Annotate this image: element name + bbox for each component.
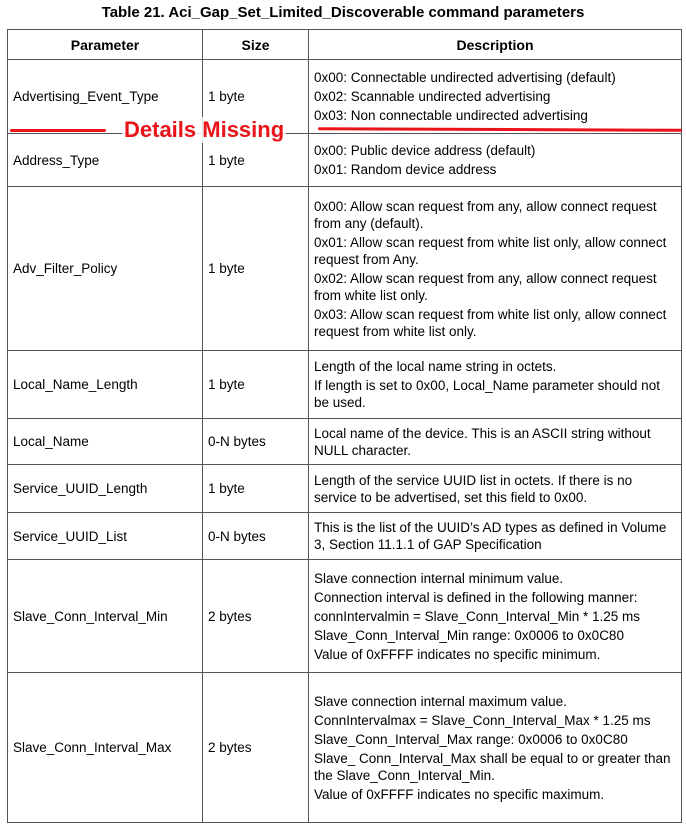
- param-description: [309, 560, 682, 673]
- param-size: 2 bytes: [203, 673, 309, 823]
- description-line: Local name of the device. This is an ASCII string without NULL character.: [314, 425, 651, 458]
- description-line: Slave_Conn_Interval_Min range: 0x0006 to 0x0C80: [314, 627, 624, 643]
- table-row: [8, 134, 682, 187]
- table-row: [8, 465, 682, 513]
- description-line: 0x03: Non connectable undirected advertising: [314, 108, 588, 123]
- param-size: 1 byte: [203, 60, 309, 134]
- param-size: 1 byte: [203, 134, 309, 187]
- table-row: [8, 187, 682, 351]
- description-line: 0x02: Allow scan request from any, allow connect request from white list only.: [314, 270, 657, 303]
- param-name: Advertising_Event_Type: [8, 60, 203, 134]
- description-line: Slave_ Conn_Interval_Max shall be equal to or greater than the Slave_Conn_Interval_Min.: [314, 750, 671, 783]
- description-line: Slave_Conn_Interval_Max range: 0x0006 to 0x0C80: [314, 731, 628, 747]
- table-row: [8, 560, 682, 673]
- description-line: 0x00: Allow scan request from any, allow connect request from any (default).: [314, 198, 657, 231]
- param-name: Slave_Conn_Interval_Max: [8, 673, 203, 823]
- param-description: [309, 465, 682, 513]
- param-description: [309, 60, 682, 134]
- param-name: Adv_Filter_Policy: [8, 187, 203, 351]
- param-description: [309, 134, 682, 187]
- table-title: Table 21. Aci_Gap_Set_Limited_Discoverable command parameters: [101, 4, 585, 21]
- table-row: [8, 60, 682, 134]
- param-size: 1 byte: [203, 187, 309, 351]
- param-description: [309, 351, 682, 419]
- description-line: If length is set to 0x00, Local_Name parameter should not be used.: [314, 378, 660, 410]
- param-description: [309, 513, 682, 560]
- description-line: This is the list of the UUID’s AD types as defined in Volume 3, Section 11.1.1 of GAP Specification: [314, 520, 667, 552]
- header-parameter: Parameter: [8, 30, 203, 60]
- param-name: Slave_Conn_Interval_Min: [8, 560, 203, 673]
- description-line: 0x01: Random device address: [314, 162, 497, 177]
- description-line: Connection interval is defined in the following manner:: [314, 589, 638, 605]
- table-header-row: [8, 30, 682, 60]
- description-line: Length of the local name string in octets.: [314, 359, 557, 374]
- description-line: Length of the service UUID list in octets. If there is no service to be advertised, set this field to 0x00.: [314, 472, 633, 505]
- header-description: Description: [309, 30, 682, 60]
- table-row: [8, 351, 682, 419]
- table-row: [8, 673, 682, 823]
- param-name: Local_Name_Length: [8, 351, 203, 419]
- param-name: Service_UUID_List: [8, 513, 203, 560]
- description-line: 0x00: Public device address (default): [314, 143, 536, 158]
- table-row: [8, 419, 682, 465]
- param-description: [309, 673, 682, 823]
- param-size: 1 byte: [203, 351, 309, 419]
- description-line: Value of 0xFFFF indicates no specific maximum.: [314, 786, 605, 802]
- param-size: 0-N bytes: [203, 419, 309, 465]
- description-line: connIntervalmin = Slave_Conn_Interval_Min * 1.25 ms: [314, 608, 641, 624]
- param-name: Address_Type: [8, 134, 203, 187]
- table-row: [8, 513, 682, 560]
- details-missing-annotation: Details Missing: [124, 117, 285, 142]
- description-line: 0x00: Connectable undirected advertising (default): [314, 70, 616, 85]
- parameters-table: [7, 29, 682, 823]
- description-line: 0x03: Allow scan request from white list only, allow connect request from white list only.: [314, 306, 667, 339]
- description-line: Slave connection internal minimum value.: [314, 570, 564, 586]
- param-name: Local_Name: [8, 419, 203, 465]
- description-line: ConnIntervalmax = Slave_Conn_Interval_Max * 1.25 ms: [314, 712, 651, 728]
- param-size: 0-N bytes: [203, 513, 309, 560]
- description-line: 0x02: Scannable undirected advertising: [314, 89, 551, 104]
- description-line: Slave connection internal maximum value.: [314, 693, 567, 709]
- header-size: Size: [203, 30, 309, 60]
- description-line: 0x01: Allow scan request from white list only, allow connect request from Any.: [314, 234, 667, 267]
- param-name: Service_UUID_Length: [8, 465, 203, 513]
- description-line: Value of 0xFFFF indicates no specific minimum.: [314, 646, 601, 662]
- param-size: 2 bytes: [203, 560, 309, 673]
- param-size: 1 byte: [203, 465, 309, 513]
- annotation-line-left: [10, 129, 106, 132]
- param-description: [309, 187, 682, 351]
- param-description: [309, 419, 682, 465]
